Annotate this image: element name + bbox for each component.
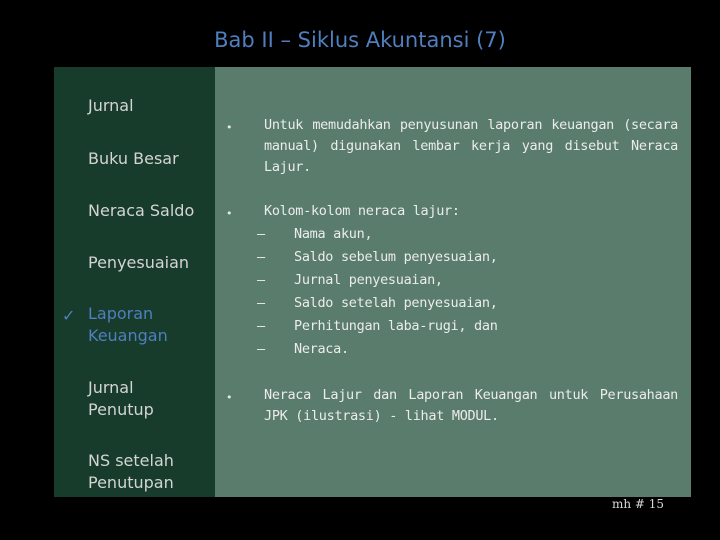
bullet-icon: • [226,121,233,134]
nav-item-jurnal: Jurnal [88,96,134,115]
list-item: Jurnal penyesuaian, [294,272,443,288]
dash-icon: – [257,226,265,242]
list-item: Saldo sebelum penyesuaian, [294,249,498,265]
bullet-icon: • [226,391,233,404]
dash-icon: – [257,318,265,334]
page-number: mh # 15 [612,497,665,511]
bullet-text-1: Untuk memudahkan penyusunan laporan keuangan (secara manual) digunakan lembar kerja yang disebut Neraca Lajur. [264,117,678,175]
list-item: Neraca. [294,341,349,357]
dash-icon: – [257,249,265,265]
list-item: Perhitungan laba-rugi, dan [294,318,498,334]
list-item: Saldo setelah penyesuaian, [294,295,498,311]
nav-item-penyesuaian: Penyesuaian [88,253,190,272]
nav-item-buku-besar: Buku Besar [88,149,179,168]
bullet-text-3: Neraca Lajur dan Laporan Keuangan untuk Perusahaan JPK (ilustrasi) - lihat MODUL. [264,387,678,424]
nav-item-laporan-keuangan: Laporan Keuangan [88,304,168,345]
slide-title: Bab II – Siklus Akuntansi (7) [214,28,506,52]
dash-icon: – [257,272,265,288]
dash-icon: – [257,295,265,311]
bullet-text-2: Kolom-kolom neraca lajur: [264,203,460,219]
dash-icon: – [257,341,265,357]
list-item: Nama akun, [294,226,373,242]
nav-item-neraca-saldo: Neraca Saldo [88,201,195,220]
checkmark-icon: ✓ [62,306,76,325]
nav-item-jurnal-penutup: Jurnal Penutup [88,378,154,419]
bullet-icon: • [226,207,233,220]
nav-item-ns-setelah-penutupan: NS setelah Penutupan [88,451,174,492]
sidebar-panel [54,67,215,497]
